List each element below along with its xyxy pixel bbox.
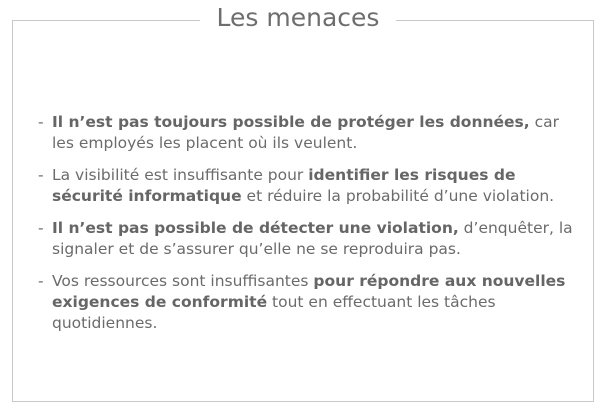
item-text: Vos ressources sont insuffisantes [52, 272, 314, 290]
bullet-marker: - [38, 113, 44, 131]
list-item [38, 271, 578, 334]
item-text-bold: Il n’est pas possible de détecter une violation, [52, 219, 459, 237]
bullet-marker: - [38, 166, 44, 184]
list-item [38, 165, 578, 207]
bullet-marker: - [38, 219, 44, 237]
item-text-bold: identifier les risques de sécurité informatique [52, 166, 516, 205]
item-text: tout en effectuant les tâches quotidiennes. [52, 293, 496, 332]
threat-list [38, 112, 578, 345]
item-text: La visibilité est insuffisante pour [52, 166, 309, 184]
bullet-marker: - [38, 272, 44, 290]
section-title: Les menaces [200, 0, 396, 36]
item-text-bold: Il n’est pas toujours possible de protéger les données, [52, 113, 530, 131]
item-text: car les employés les placent où ils veulent. [52, 113, 559, 152]
item-text-bold: pour répondre aux nouvelles exigences de conformité [52, 272, 566, 311]
list-item [38, 218, 578, 260]
item-text: et réduire la probabilité d’une violation. [241, 187, 555, 205]
list-item [38, 112, 578, 154]
item-text: d’enquêter, la signaler et de s’assurer qu’elle ne se reproduira pas. [52, 219, 573, 258]
